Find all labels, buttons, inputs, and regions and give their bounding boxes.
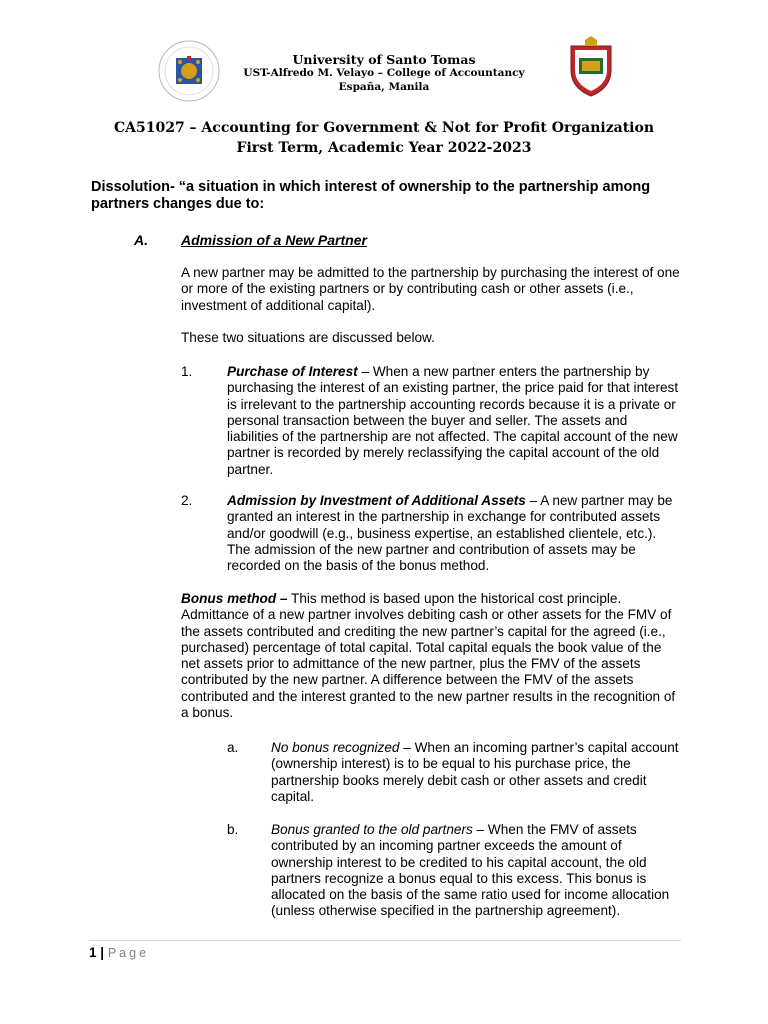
sub-item-term: Bonus granted to the old partners <box>271 822 473 837</box>
college-name: UST-Alfredo M. Velayo – College of Accountancy <box>243 67 525 79</box>
bonus-method-paragraph <box>181 591 681 721</box>
footer-divider <box>89 940 681 941</box>
paragraph-admission: A new partner may be admitted to the partnership by purchasing the interest of one or more of the existing partners or by contributing cash or other assets (i.e., investment of additional capital). <box>181 265 680 313</box>
page-footer <box>89 945 149 960</box>
sub-item-text: – When an incoming partner’s capital account (ownership interest) is to be equal to his purchase price, the partnership books merely debit cash or other assets and credit capital. <box>271 740 679 804</box>
list-item-term: Admission by Investment of Additional Assets <box>227 493 526 508</box>
sub-item-letter: a. <box>227 740 239 755</box>
list-item-number: 2. <box>181 493 193 508</box>
bonus-method-text: This method is based upon the historical cost principle. Admittance of a new partner involves debiting cash or other assets for the FMV of the assets contributed and crediting the new partner’s capital for the agreed (i.e., purchased) percentage of total capital. Total capital equals the book value of the net assets prior to admittance of the new partner, plus the FMV of the assets contributed by the new partner. A difference between the FMV of the assets contributed and the interest granted to the new partner results in the recognition of a bonus. <box>181 591 676 721</box>
dissolution-definition: Dissolution- “a situation in which interest of ownership to the partnership among partners changes due to: <box>91 179 651 212</box>
footer-separator: | <box>100 945 105 960</box>
list-item-purchase-of-interest <box>227 364 680 478</box>
list-item-term: Purchase of Interest <box>227 364 358 379</box>
sub-item-text: – When the FMV of assets contributed by an incoming partner exceeds the amount of ownership interest to be credited to his capital account, the old partners recognize a bonus equal to this excess. This bonus is allocated on the basis of the same ratio used for income allocation (unless otherwise specified in the partnership agreement). <box>271 822 670 919</box>
list-item-text: – A new partner may be granted an interest in the partnership in exchange for contributed assets and/or goodwill (e.g., business expertise, an established clientele, etc.). The admission of the new partner and contribution of assets may be recorded on the basis of the bonus method. <box>227 493 673 574</box>
section-title: Admission of a New Partner <box>181 232 367 248</box>
paragraph-situations: These two situations are discussed below. <box>181 330 435 345</box>
university-name: University of Santo Tomas <box>292 52 476 67</box>
college-crest-icon <box>565 36 617 98</box>
page-number: 1 <box>89 945 97 960</box>
section-marker: A. <box>134 232 148 248</box>
bonus-method-term: Bonus method – <box>181 591 288 606</box>
university-location: España, Manila <box>338 81 430 93</box>
list-item-investment <box>227 493 680 574</box>
sub-item-no-bonus <box>271 740 681 805</box>
academic-term: First Term, Academic Year 2022-2023 <box>236 140 532 156</box>
page-label: Page <box>107 946 150 960</box>
sub-item-bonus-old-partners <box>271 822 681 920</box>
list-item-number: 1. <box>181 364 193 379</box>
list-item-text: – When a new partner enters the partnership by purchasing the interest of an existing partner, the price paid for that interest is irrelevant to the partnership accounting records because it is a private or personal transaction between the buyer and seller. The assets and liabilities of the partnership are not affected. The capital account of the new partner is recorded by merely reclassifying the capital account of the old partner. <box>227 364 679 477</box>
sub-item-letter: b. <box>227 822 239 837</box>
sub-item-term: No bonus recognized <box>271 740 400 755</box>
course-title: CA51027 – Accounting for Government & Not for Profit Organization <box>113 120 655 136</box>
